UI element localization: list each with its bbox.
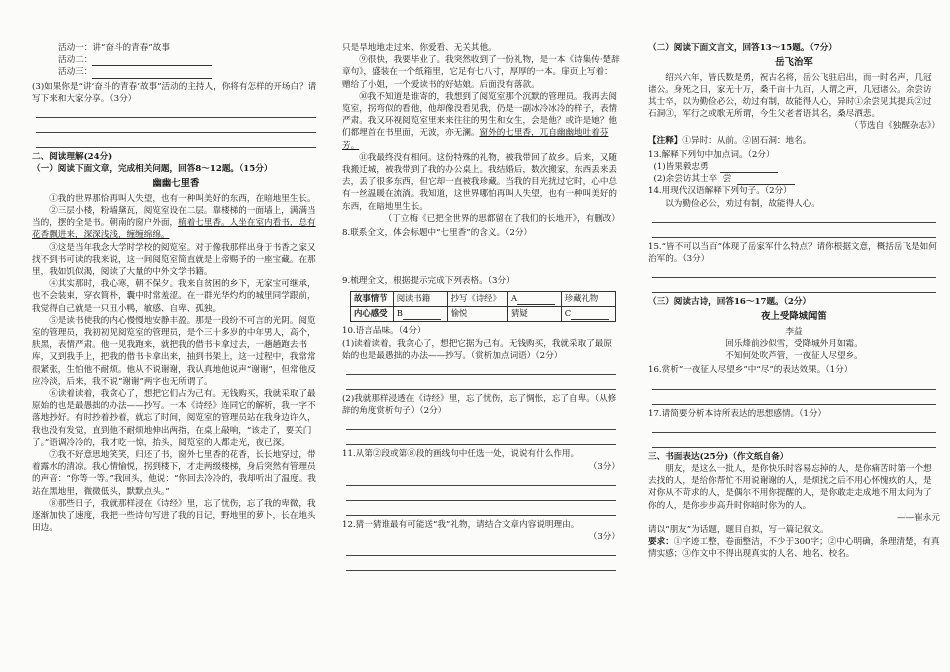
part-three-heading: （三）阅读古诗，回答16～17题。（2分） <box>648 297 812 308</box>
question-13-2-text: (2)余尝访其士卒 <box>653 174 718 185</box>
answer-line[interactable] <box>346 378 616 390</box>
blank-label: A <box>510 293 518 304</box>
paragraph-8-cont: 只是旱地地走过来、你爱看、无关其他。 <box>342 43 497 53</box>
essay-requirement: 请以“朋友”为话题，题目自拟，写一篇记叙文。 <box>648 524 829 535</box>
annotation-head: 【注释】 <box>648 135 683 146</box>
table-cell: 猜疑 <box>507 307 561 322</box>
poem-line: 回乐烽前沙似雪，受降城外月如霜。 <box>725 338 863 349</box>
answer-blank[interactable] <box>737 175 795 185</box>
answer-line[interactable] <box>652 436 936 448</box>
activity-two-label: 活动二： <box>58 55 93 66</box>
activity-two-blank[interactable] <box>92 56 212 66</box>
question-14: 14.用现代汉语解释下列句子。（2分） <box>648 186 792 197</box>
paragraph-2 <box>32 205 320 242</box>
paragraph-10 <box>342 91 620 152</box>
question-10-2: (2)我就那样浸透在《诗经》里，忘了忧伤，忘了惆怅，忘了自卑。（从修辞的角度赏析句子）（2分） <box>342 394 617 417</box>
answer-line[interactable] <box>652 226 936 238</box>
part-one-heading: （一）阅读下面文章，完成相关问题，回答8～12题。（15分） <box>32 164 273 175</box>
answer-line[interactable] <box>346 474 616 486</box>
table-cell: 抄写《诗经》 <box>447 292 507 307</box>
paragraph-4: ④其实那时，我心寒，朝不保夕。我来自贫困的乡下，无家宝可继承，也不会装束，穿衣简朴，囊中时常羞涩。在一群光华灼灼的城里同学跟前，我觉得自己就是一只丑小鸭，敏感、自卑、孤独。 <box>32 279 316 314</box>
activity-three <box>32 66 320 78</box>
essay-prompt: 朋友，是这么一批人，是你快乐时容易忘掉的人，是你痛苦时第一个想去找的人，是给你帮忙不用说谢谢的人，是烦扰之后不用心怀愧疚的人，是对你从不苛求的人，是偶尔不用你提醒的人，是你敢走走成地不用太问为了你的人，是你步步高升时你暗时你为的人。 <box>648 463 932 511</box>
paragraph-10-underlined: 窗外的七里香，兀自幽幽地吐着芬芳。 <box>342 128 609 151</box>
question-8: 8.联系全文，体会标题中“七里香”的含义。（2分） <box>342 228 533 239</box>
table-cell: 故事情节 <box>351 292 394 307</box>
poem-title: 夜上受降城闻笛 <box>761 311 827 323</box>
answer-line[interactable] <box>346 544 616 556</box>
essay-rules <box>648 536 940 560</box>
answer-line[interactable] <box>652 378 936 390</box>
column-right <box>648 42 940 561</box>
question-11: 11.从第②段或第⑧段的画线句中任选一处，说说有什么作用。 <box>342 449 580 460</box>
classic-source: （节选自《独醒杂志》） <box>849 121 940 132</box>
question-10-1: (1)读着读着，我贪心了，想把它据为己有。无钱购买，我就采取了最原始的也是最愚拙的办法——抄写。（赏析加点词语）（2分） <box>342 338 612 361</box>
poem-author: 李益 <box>785 326 803 337</box>
section-writing-heading: 三、书面表达(25分)（作文纸自备） <box>648 451 789 462</box>
essay-rules-head: 要求： <box>648 537 674 548</box>
table-cell: 珍藏礼物 <box>561 292 615 307</box>
table-cell-blank[interactable] <box>561 307 615 322</box>
classic-text: 绍兴六年，皆氏数是勇，祝古名将，岳公飞驻启出，而一时名声，几冠诸公。身死之日，家无十万，桑千亩十九百，人谓之声，几冠诸公。余尝访其士卒，以为勤俭必公，幼过有制，故能得人心，异时①余尝见其提兵②过石洞③，军行之或歌无所谓，今生父老者语其名，桑尽洒悲。 <box>648 72 932 120</box>
paragraph-9: ⑨很快，我要毕业了。我突然收到了一份礼物，是一本《诗集传·楚辞章句》，盛装在一个纸箱里，它足有七八寸，厚厚的一本。扉页上写着：赠给了小姐，一个爱读书的好姑娘。后面没有落款。 <box>342 55 620 90</box>
question-17: 17.请简要分析本诗所表达的思想感情。（1分） <box>648 408 827 419</box>
annotation-text: ①异时：从前。②固石洞：地名。 <box>682 135 812 146</box>
classic-title: 岳飞治军 <box>775 57 813 69</box>
paragraph-2-text: ②三层小楼，粉墙黛瓦，阅览室设在二层。靠楼梯的一面墙上，满满当当的，摆的全是书。朝南的窗户外面， <box>32 205 316 229</box>
article-title: 幽幽七里香 <box>152 178 200 190</box>
question-13: 13.解释下列句中加点词。（2分） <box>648 149 775 160</box>
activity-two <box>32 54 320 66</box>
answer-space[interactable] <box>342 239 620 273</box>
answer-line[interactable] <box>36 136 316 148</box>
blank-line <box>403 310 441 320</box>
answer-line[interactable] <box>652 266 936 278</box>
activity-three-label: 活动三： <box>58 67 93 78</box>
paragraph-5: ⑤是读书使我的内心慢慢地安静丰盈。那是一段纷不可言的光阴。阅览室的管理员，我初初见阅览室的管理员，是个三十多岁的中年男人，高个，肤黑，表情严肃。他一见我跑来，就把我的借书卡拿过去，一趟趟跑去书库，又到我手上，把我的借书卡拿出来，抽到书架上，这一过程中，我常常很紧张，生怕他不耐烦。他从不说谢谢，我认真地他说声“谢谢”，但常他反应冷淡，后来，我不说“谢谢”两字也无所谓了。 <box>32 315 316 387</box>
answer-line[interactable] <box>652 281 936 293</box>
table-cell: 愉悦 <box>447 307 507 322</box>
paragraph-3: ③这是当年我念大学时学校的阅览室。对于像我那样出身于书香之家又找不到书可读的我来说，这一间阅览室简直就是上帝赐予的一座宝藏。在那里，我如饥似渴，阅读了大量的中外文学书籍。 <box>32 242 316 277</box>
answer-line[interactable] <box>36 121 316 133</box>
section-reading-heading: 二、阅读理解(24分) <box>32 152 113 163</box>
answer-line[interactable] <box>652 393 936 405</box>
question-15: 15.“皆不可以当百”体现了岳家军什么特点？请你根据文意，概括岳飞是如何治军的。（3分） <box>648 241 937 264</box>
table-cell: 内心感受 <box>351 307 394 322</box>
answer-line[interactable] <box>652 211 936 223</box>
column-middle <box>342 42 620 574</box>
question-12: 12.猜一猜谁最有可能送“我”礼物，请结合文章内容说明理由。 <box>342 519 580 530</box>
answer-line[interactable] <box>346 433 616 445</box>
activity-one: 活动一：讲“奋斗的青春”故事 <box>58 43 170 53</box>
answer-line[interactable] <box>346 363 616 375</box>
answer-line[interactable] <box>346 489 616 501</box>
question-3: (3)如果你是“讲‘奋斗的青春’故事”活动的主持人，你将有怎样的开场白？请写下来和大家分享。（3分） <box>32 81 317 104</box>
poem-line: 不知何处吹芦管，一夜征人尽望乡。 <box>725 351 863 362</box>
paragraph-11: ⑪我最终没有相问。这份特殊的礼物，被我带回了故乡。后来，又随我搬迁城，被我带到了我的办公桌上。我结婚后，数次搬家，东西丢来丢去，丢了很多东西，但它却一直被我珍藏。当我的目光扰过它时，心中总有一丝温暖在流淌。我知道，这世界哪怕再叫人失望，也有一种叫美好的东西，在暗地里生长。 <box>342 152 618 212</box>
table-row <box>351 307 616 322</box>
activity-three-blank[interactable] <box>92 69 212 79</box>
paragraph-1: ①我的世界那恰再叫人失望，也有一种叫美好的东西，在暗地里生长。 <box>49 193 316 204</box>
annotation <box>648 135 940 147</box>
question-16: 16.赏析“一夜征人尽望乡”中“尽”的表达效果。（1分） <box>648 365 853 376</box>
question-12-score: （3分） <box>588 532 620 543</box>
question-11-score: （3分） <box>588 461 620 472</box>
summary-table <box>350 291 616 322</box>
table-cell-blank[interactable] <box>393 307 447 322</box>
answer-line[interactable] <box>346 504 616 516</box>
question-13-1-text: (1)皆果毅忠勇 <box>653 161 709 172</box>
answer-blank[interactable] <box>720 163 778 173</box>
paragraph-6: ⑥读着读着，我贪心了，想把它们占为己有。无钱购买，我就采取了最原始的也是最愚拙的办法——抄写。一本《诗经》连同它的解析，我一字不落地抄好。有时抄着抄着，就忘了时间，阅览室的管理员站在我身边许久，我也没有发觉，直到他不耐烦地伸出两指，在桌上敲响，“该走了，要关门了。”语调冷冷的，我才吃一惊，抬头，阅览室的人都走光，夜已深。 <box>32 389 316 448</box>
question-9: 9.梳理全文，根据提示完成下列表格。（3分） <box>342 276 515 287</box>
part-two-heading: （二）阅读下面文言文，回答13～15题。（7分） <box>648 43 837 53</box>
answer-line[interactable] <box>346 418 616 430</box>
table-cell-blank[interactable] <box>507 292 561 307</box>
table-cell: 阅读书籍 <box>393 292 447 307</box>
question-13-1 <box>648 161 940 173</box>
answer-line[interactable] <box>36 106 316 118</box>
answer-line[interactable] <box>346 559 616 571</box>
paragraph-8: ⑧那些日子，我就那样浸在《诗经》里，忘了忧伤，忘了我的卑微，我逐渐加快了速度，我把一些诗句写进了我的日记，野地里的萝卜，长在地头田边。 <box>32 498 316 534</box>
essay-rules-text: ①字迹工整，卷面整洁，不少于300字；②中心明确，条理清楚，有真情实感；③作文中不得出现真实的人名、地名、校名。 <box>648 537 940 560</box>
question-13-2-word: 尝 <box>722 174 732 185</box>
article-source: （丁立梅《已把全世界的思都留在了我们的长地开》，有删改） <box>383 213 620 224</box>
paragraph-7: ⑦我不好意思地笑笑，归还了书，窗外七里香的花香，长长地穿过，带着露水的清凉。我心情愉悦，拐到楼下，才走两级楼梯，身后突然有管理员的声音：“你等一等。”我回头，他说：“你回去冷冷的，我却听出了温度。我站在黑地里，微微低头，默默点头。” <box>32 450 316 497</box>
blank-label: B <box>396 308 403 319</box>
question-10: 10.语言品味。（4分） <box>342 326 426 337</box>
blank-line <box>517 295 555 305</box>
table-row <box>351 292 616 307</box>
blank-label: C <box>564 308 572 319</box>
paragraph-10-text: ⑩我不知道是谁寄的，我想到了阅览室那个沉默的管理员。我再去阅览室，拐弯似的看他，他却像没看见我，仍是一副冰冷冰冷的样子，表情严肃。我又环视阅览室里来来往往的男生和女生，会是他？或许是她？他们都埋首在书里面，无波，亦无澜。 <box>342 91 618 139</box>
essay-quote-author: ——崔永元 <box>897 512 940 523</box>
question-14-sentence: 以为勤俭必公，劝过有制，故能得人心。 <box>665 198 820 209</box>
question-13-2 <box>648 173 940 185</box>
answer-line[interactable] <box>652 421 936 433</box>
blank-line <box>571 310 609 320</box>
column-left <box>32 42 320 534</box>
paragraph-2-underlined: 植着七里香。人坐在室内看书，总有花香飘进来，深深浅浅，缠缠绵绵。 <box>32 218 316 241</box>
